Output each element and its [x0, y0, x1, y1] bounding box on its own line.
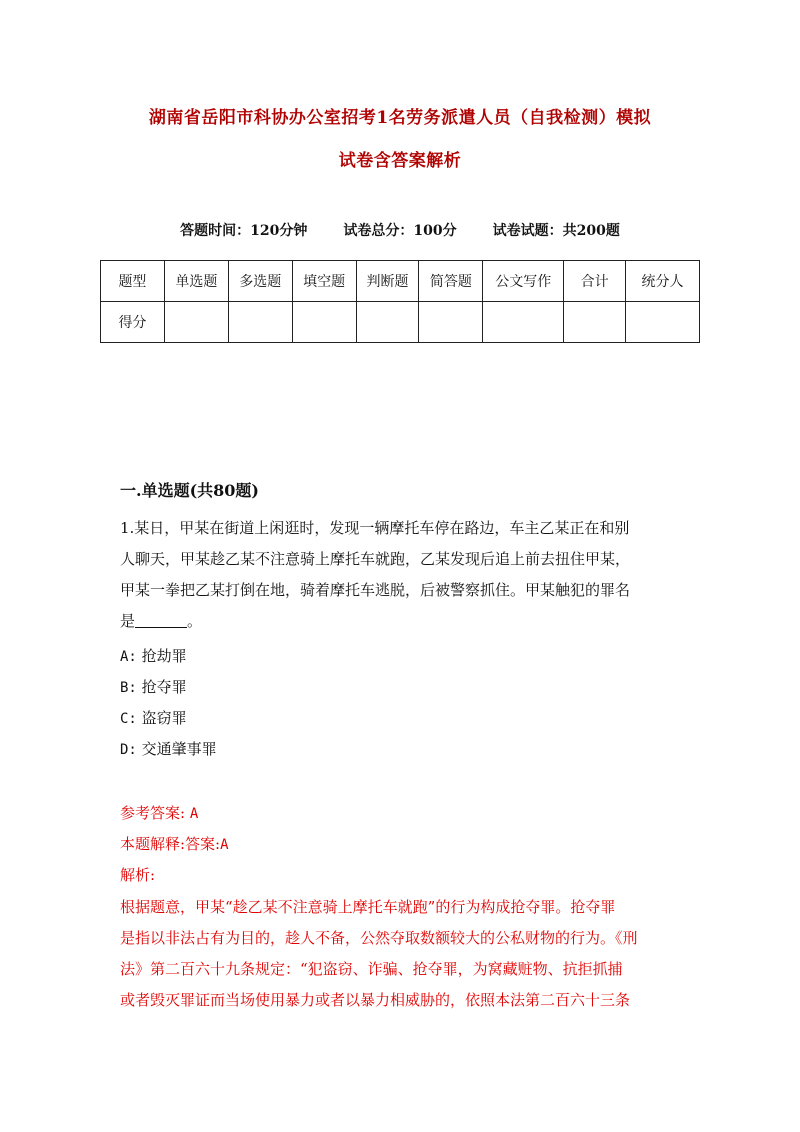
option-text: 交通肇事罪 [141, 740, 217, 758]
option-key: C: [120, 711, 137, 727]
option-key: B: [120, 680, 137, 696]
exam-meta [100, 220, 700, 240]
exam-title-line2: 试卷含答案解析 [338, 151, 462, 171]
score-table-header: 填空题 [292, 261, 356, 302]
score-cell [292, 302, 356, 343]
score-cell [564, 302, 626, 343]
option-a [120, 645, 187, 668]
answer-blank [135, 611, 187, 628]
answer-explanation-value: A [220, 837, 229, 853]
score-table-header: 多选题 [228, 261, 292, 302]
option-b [120, 676, 187, 699]
option-d [120, 738, 217, 761]
reference-answer-label: 参考答案: [120, 804, 186, 822]
score-table-header: 判断题 [356, 261, 419, 302]
score-cell [164, 302, 228, 343]
section-heading: 一.单选题(共80题) [120, 481, 259, 500]
score-table [100, 260, 700, 343]
score-cell [626, 302, 700, 343]
score-table-score-row [101, 302, 700, 343]
score-cell [356, 302, 419, 343]
score-table-header: 统分人 [626, 261, 700, 302]
score-table-header: 题型 [101, 261, 165, 302]
score-table-header: 单选题 [164, 261, 228, 302]
score-cell [419, 302, 483, 343]
option-key: A: [120, 649, 137, 665]
answer-explanation-label: 本题解释:答案: [120, 835, 221, 853]
reference-answer-value: A [189, 806, 199, 822]
score-cell [483, 302, 564, 343]
analysis-line: 根据题意，甲某“趁乙某不注意骑上摩托车就跑”的行为构成抢夺罪。抢夺罪 [120, 898, 616, 916]
exam-total-score: 试卷总分：100分 [343, 223, 457, 239]
question-line-last [120, 606, 682, 637]
score-table-header: 合计 [564, 261, 626, 302]
question-last-prefix: 是 [120, 612, 136, 630]
question-line: 1.某日，甲某在街道上闲逛时，发现一辆摩托车停在路边，车主乙某正在和别 [120, 519, 630, 537]
question-text [120, 513, 682, 637]
analysis-label: 解析: [120, 866, 156, 884]
exam-title-line1: 湖南省岳阳市科协办公室招考1名劳务派遣人员（自我检测）模拟 [148, 108, 652, 128]
option-c [120, 707, 187, 730]
score-cell [228, 302, 292, 343]
question-line: 人聊天，甲某趁乙某不注意骑上摩托车就跑，乙某发现后追上前去扭住甲某， [120, 550, 631, 568]
option-key: D: [120, 742, 137, 758]
score-row-label: 得分 [101, 302, 165, 343]
score-table-header: 简答题 [419, 261, 483, 302]
score-table-header-row [101, 261, 700, 302]
option-text: 抢夺罪 [141, 678, 187, 696]
analysis-line: 是指以非法占有为目的，趁人不备，公然夺取数额较大的公私财物的行为。《刑 [120, 929, 638, 947]
answer-explanation [120, 833, 229, 856]
score-table-header: 公文写作 [483, 261, 564, 302]
question-line: 甲某一拳把乙某打倒在地，骑着摩托车逃脱，后被警察抓住。甲某触犯的罪名 [120, 581, 631, 599]
exam-time: 答题时间：120分钟 [180, 223, 308, 239]
analysis-line: 或者毁灭罪证而当场使用暴力或者以暴力相威胁的，依照本法第二百六十三条 [120, 991, 631, 1009]
option-text: 抢劫罪 [141, 647, 187, 665]
question-last-suffix: 。 [187, 612, 203, 630]
exam-question-count: 试卷试题：共200题 [492, 223, 620, 239]
analysis-text [120, 892, 682, 1016]
option-text: 盗窃罪 [141, 709, 187, 727]
analysis-line: 法》第二百六十九条规定：“犯盗窃、诈骗、抢夺罪，为窝藏赃物、抗拒抓捕 [120, 960, 623, 978]
reference-answer [120, 802, 198, 825]
